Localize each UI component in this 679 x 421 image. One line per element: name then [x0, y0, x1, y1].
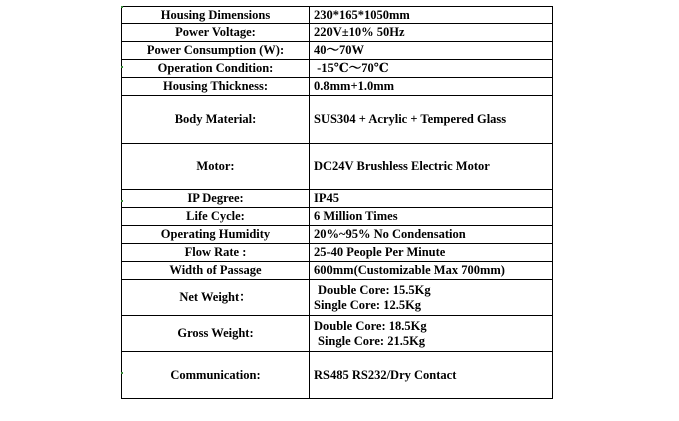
table-row: [122, 280, 553, 316]
table-row: [122, 316, 553, 352]
specification-table: [121, 6, 553, 399]
table-row: [122, 7, 553, 24]
table-row: [122, 144, 553, 190]
housing-thickness-value: 0.8mm+1.0mm: [310, 78, 553, 96]
table-row: [122, 262, 553, 280]
flow-rate-label: Flow Rate :: [122, 244, 310, 262]
gross-weight-label: Gross Weight:: [122, 316, 310, 352]
housing-thickness-label: Housing Thickness:: [122, 78, 310, 96]
power-voltage-value: 220V±10% 50Hz: [310, 24, 553, 42]
table-row: [122, 244, 553, 262]
motor-value: DC24V Brushless Electric Motor: [310, 144, 553, 190]
net-weight-value: [310, 280, 553, 316]
cell-corner-marker: [121, 66, 123, 68]
communication-value: RS485 RS232/Dry Contact: [310, 352, 553, 399]
table-row: [122, 60, 553, 78]
cell-corner-marker: [121, 200, 123, 202]
power-consumption-label: Power Consumption (W):: [122, 42, 310, 60]
ip-degree-label: IP Degree:: [122, 190, 310, 208]
housing-dimensions-label: Housing Dimensions: [122, 7, 310, 24]
cell-corner-marker: [121, 6, 123, 8]
life-cycle-value: 6 Million Times: [310, 208, 553, 226]
net-weight-double-core: Double Core: 15.5Kg: [318, 282, 431, 297]
table-row: [122, 78, 553, 96]
operation-condition-value: -15℃～70℃: [310, 60, 553, 78]
operating-humidity-label: Operating Humidity: [122, 226, 310, 244]
housing-dimensions-value: 230*165*1050mm: [310, 7, 553, 24]
table-row: [122, 24, 553, 42]
body-material-value: SUS304 + Acrylic + Tempered Glass: [310, 96, 553, 144]
table-row: [122, 208, 553, 226]
net-weight-single-core: Single Core: 12.5Kg: [314, 297, 422, 312]
power-voltage-label: Power Voltage:: [122, 24, 310, 42]
gross-weight-value: [310, 316, 553, 352]
communication-label: Communication:: [122, 352, 310, 399]
motor-label: Motor:: [122, 144, 310, 190]
table-row: [122, 96, 553, 144]
table-row: [122, 226, 553, 244]
net-weight-label: Net Weight：: [122, 280, 310, 316]
operation-condition-label: Operation Condition:: [122, 60, 310, 78]
table-row: [122, 190, 553, 208]
operating-humidity-value: 20%~95% No Condensation: [310, 226, 553, 244]
gross-weight-double-core: Double Core: 18.5Kg: [314, 318, 427, 333]
ip-degree-value: IP45: [310, 190, 553, 208]
body-material-label: Body Material:: [122, 96, 310, 144]
life-cycle-label: Life Cycle:: [122, 208, 310, 226]
width-of-passage-value: 600mm(Customizable Max 700mm): [310, 262, 553, 280]
flow-rate-value: 25-40 People Per Minute: [310, 244, 553, 262]
power-consumption-value: 40～70W: [310, 42, 553, 60]
width-of-passage-label: Width of Passage: [122, 262, 310, 280]
table-row: [122, 42, 553, 60]
table-row: [122, 352, 553, 399]
cell-corner-marker: [121, 372, 123, 374]
gross-weight-single-core: Single Core: 21.5Kg: [318, 333, 426, 348]
